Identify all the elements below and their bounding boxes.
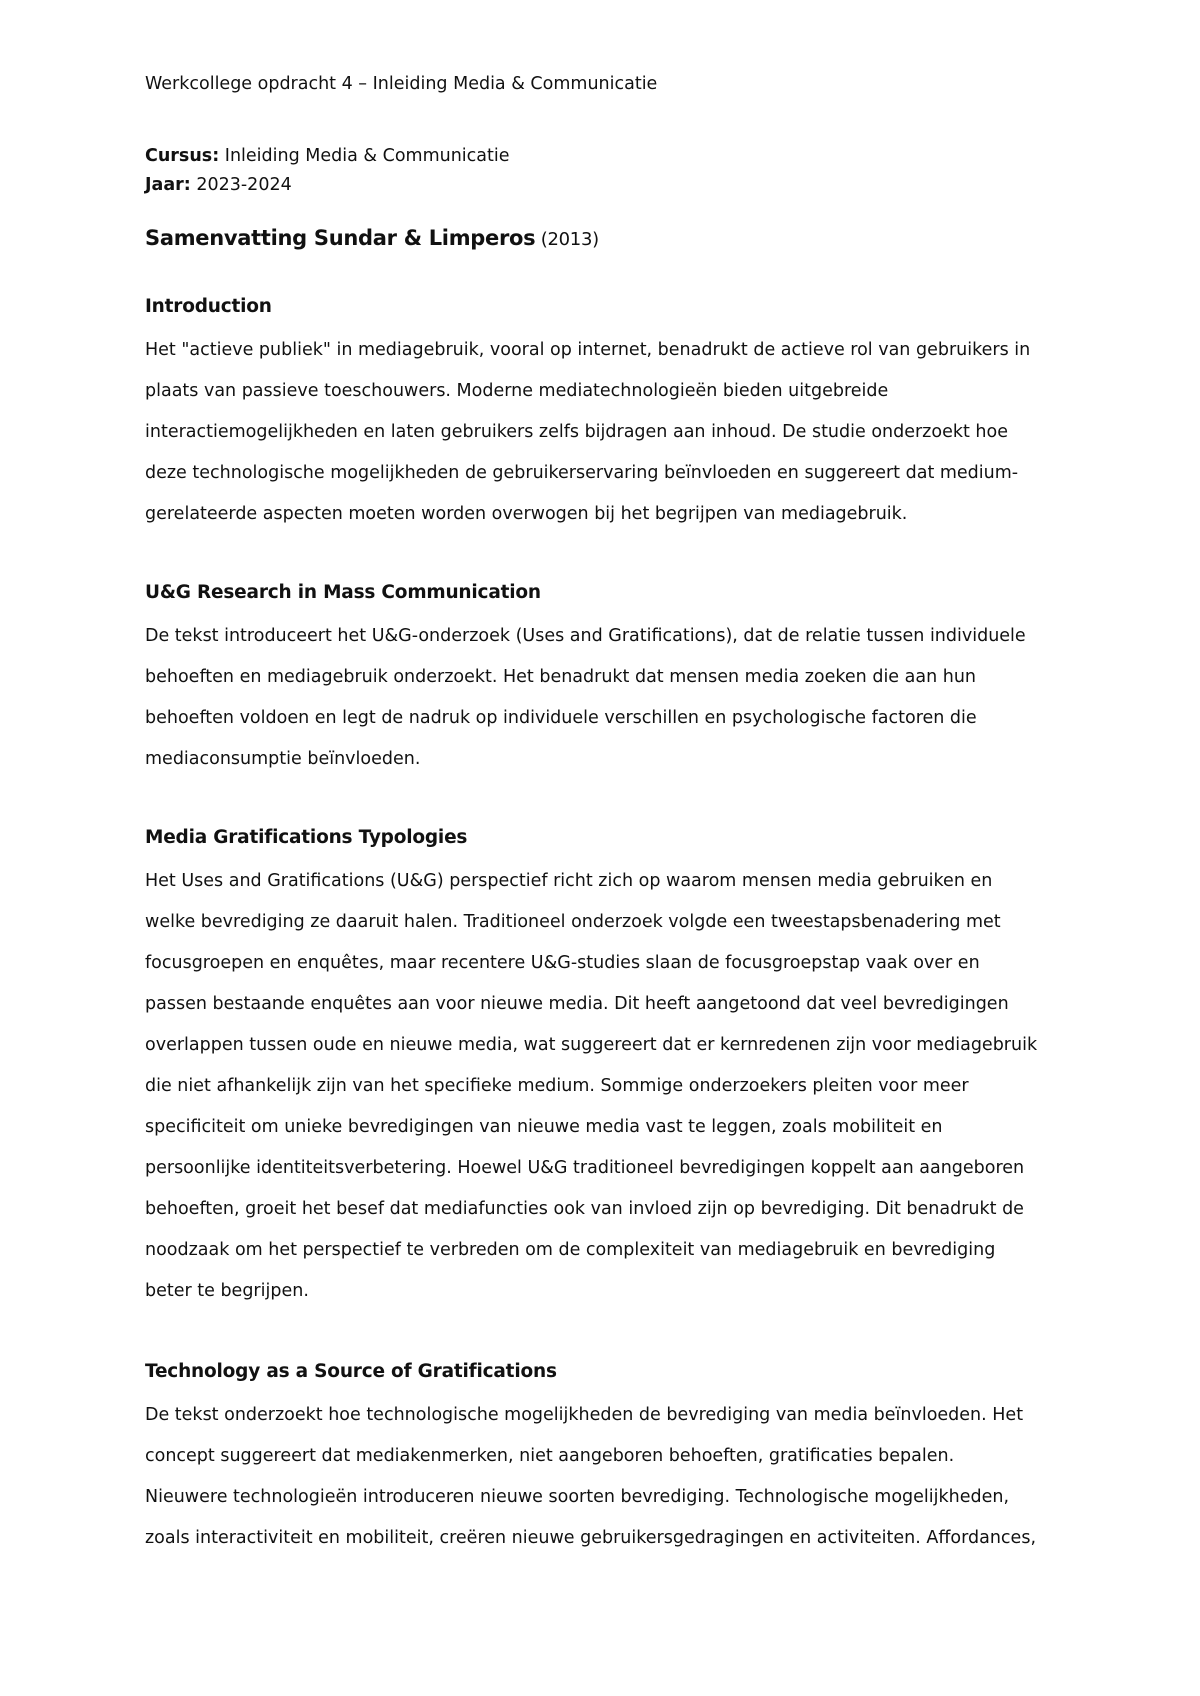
text-line: Nieuwere technologieën introduceren nieuwe soorten bevrediging. Technologische mogelijkheden,: [145, 1487, 1010, 1507]
text-line: deze technologische mogelijkheden de gebruikerservaring beïnvloeden en suggereert dat medium-: [145, 463, 1019, 483]
course-value: Inleiding Media & Communicatie: [219, 146, 510, 166]
text-line: concept suggereert dat mediakenmerken, niet aangeboren behoeften, gratificaties bepalen.: [145, 1446, 955, 1466]
text-line: specificiteit om unieke bevredigingen van nieuwe media vast te leggen, zoals mobiliteit en: [145, 1117, 943, 1137]
text-line: De tekst introduceert het U&G-onderzoek (Uses and Gratifications), dat de relatie tussen individuele: [145, 626, 1026, 646]
text-line: noodzaak om het perspectief te verbreden om de complexiteit van mediagebruik en bevrediging: [145, 1240, 996, 1260]
section-body-technology-source: [145, 1395, 1075, 1559]
course-line: [145, 146, 510, 166]
text-line: focusgroepen en enquêtes, maar recentere U&G-studies slaan de focusgroepstap vaak over en: [145, 953, 980, 973]
title-text: Samenvatting Sundar & Limperos: [145, 226, 536, 250]
text-line: mediaconsumptie beïnvloeden.: [145, 749, 421, 769]
section-heading-technology-source: Technology as a Source of Gratifications: [145, 1361, 557, 1382]
section-heading-ug-research: U&G Research in Mass Communication: [145, 582, 541, 603]
section-body-gratifications-typologies: [145, 861, 1075, 1312]
text-line: passen bestaande enquêtes aan voor nieuwe media. Dit heeft aangetoond dat veel bevredigingen: [145, 994, 1009, 1014]
page-title: [145, 226, 599, 250]
section-body-introduction: [145, 330, 1075, 535]
text-line: persoonlijke identiteitsverbetering. Hoewel U&G traditioneel bevredigingen koppelt aan aangeboren: [145, 1158, 1025, 1178]
text-line: behoeften voldoen en legt de nadruk op individuele verschillen en psychologische factoren die: [145, 708, 977, 728]
section-heading-introduction: Introduction: [145, 296, 272, 317]
text-line: gerelateerde aspecten moeten worden overwogen bij het begrijpen van mediagebruik.: [145, 504, 908, 524]
text-line: Het Uses and Gratifications (U&G) perspectief richt zich op waarom mensen media gebruiken en: [145, 871, 993, 891]
text-line: zoals interactiviteit en mobiliteit, creëren nieuwe gebruikersgedragingen en activiteiten. Affordances,: [145, 1528, 1037, 1548]
year-value: 2023-2024: [190, 175, 292, 195]
text-line: die niet afhankelijk zijn van het specifieke medium. Sommige onderzoekers pleiten voor meer: [145, 1076, 969, 1096]
year-line: [145, 175, 292, 195]
text-line: welke bevrediging ze daaruit halen. Traditioneel onderzoek volgde een tweestapsbenadering met: [145, 912, 1001, 932]
text-line: behoeften, groeit het besef dat mediafuncties ook van invloed zijn op bevrediging. Dit benadrukt de: [145, 1199, 1024, 1219]
text-line: plaats van passieve toeschouwers. Moderne mediatechnologieën bieden uitgebreide: [145, 381, 889, 401]
year-label: Jaar:: [145, 175, 191, 195]
text-line: interactiemogelijkheden en laten gebruikers zelfs bijdragen aan inhoud. De studie onderzoekt hoe: [145, 422, 1008, 442]
text-line: De tekst onderzoekt hoe technologische mogelijkheden de bevrediging van media beïnvloeden. Het: [145, 1405, 1024, 1425]
text-line: overlappen tussen oude en nieuwe media, wat suggereert dat er kernredenen zijn voor mediagebruik: [145, 1035, 1038, 1055]
text-line: Het "actieve publiek" in mediagebruik, vooral op internet, benadrukt de actieve rol van gebruikers in: [145, 340, 1031, 360]
document-header: Werkcollege opdracht 4 – Inleiding Media & Communicatie: [145, 74, 658, 94]
title-year: (2013): [535, 229, 599, 250]
section-heading-gratifications-typologies: Media Gratifications Typologies: [145, 827, 468, 848]
section-body-ug-research: [145, 616, 1075, 780]
text-line: beter te begrijpen.: [145, 1281, 309, 1301]
course-label: Cursus:: [145, 146, 220, 166]
text-line: behoeften en mediagebruik onderzoekt. Het benadrukt dat mensen media zoeken die aan hun: [145, 667, 977, 687]
